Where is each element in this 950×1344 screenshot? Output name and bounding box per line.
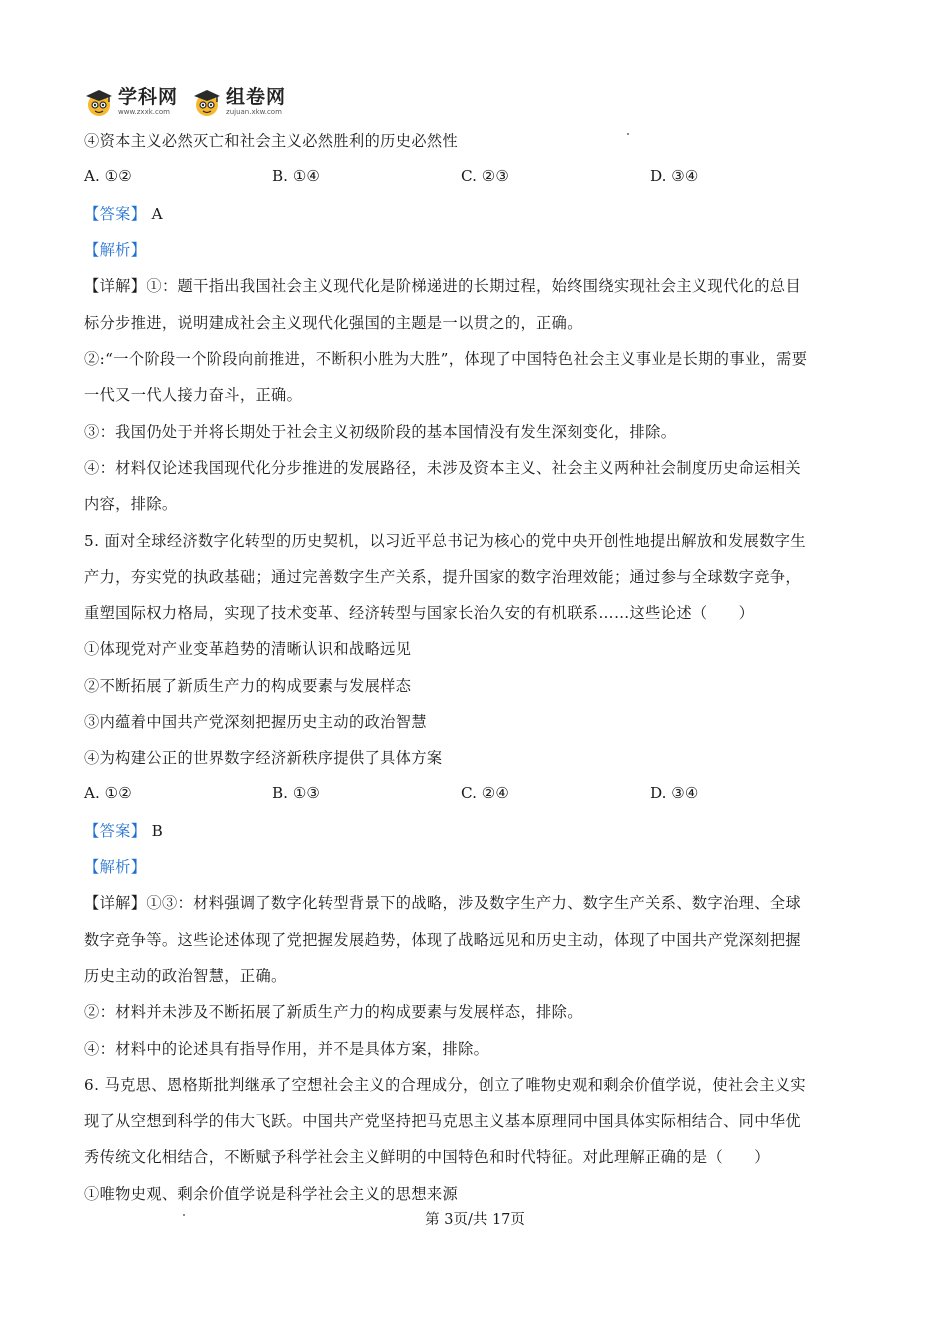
q6-stem-line-3: 秀传统文化相结合，不断赋予科学社会主义鲜明的中国特色和时代特征。对此理解正确的是（ ）: [84, 1148, 770, 1166]
q5-answer: [84, 820, 163, 841]
graduate-mascot-icon: [84, 87, 114, 117]
q4-option-a: A. ①②: [84, 167, 132, 185]
q4-detail-line-2: 标分步推进，说明建成社会主义现代化强国的主题是一以贯之的，正确。: [84, 314, 583, 332]
answer-tag: 【答案】: [84, 822, 147, 840]
graduate-mascot-icon: [192, 87, 222, 117]
q5-stem-line-1: 5. 面对全球经济数字化转型的历史契机，以习近平总书记为核心的党中央开创性地提出解放和发展数字生: [84, 532, 806, 550]
logo1-text: 学科网: [118, 86, 179, 108]
header-logos: [84, 86, 286, 118]
detail-text: ①③：材料强调了数字化转型背景下的战略，涉及数字生产力、数字生产关系、数字治理、全球: [146, 894, 802, 912]
q4-answer: [84, 203, 163, 224]
q5-stem-line-2: 产力，夯实党的执政基础；通过完善数字生产关系，提升国家的数字治理效能；通过参与全球数字竞争，: [84, 568, 802, 586]
q6-item-1: ①唯物史观、剩余价值学说是科学社会主义的思想来源: [84, 1185, 459, 1203]
zujuan-logo: [192, 87, 286, 117]
q4-detail-line-1: [84, 275, 801, 296]
q4-detail-line-3: ②:“一个阶段一个阶段向前推进，不断积小胜为大胜”，体现了中国特色社会主义事业是长期的事业，需要: [84, 350, 808, 368]
q4-option-c: C. ②③: [461, 167, 509, 185]
q5-detail-line-5: ④：材料中的论述具有指导作用，并不是具体方案，排除。: [84, 1040, 490, 1058]
q5-option-b: B. ①③: [272, 784, 321, 802]
q4-detail-line-4: 一代又一代人接力奋斗，正确。: [84, 386, 303, 404]
q4-detail-line-5: ③：我国仍处于并将长期处于社会主义初级阶段的基本国情没有发生深刻变化，排除。: [84, 423, 677, 441]
q4-detail-line-7: 内容，排除。: [84, 495, 178, 513]
q4-detail-line-6: ④：材料仅论述我国现代化分步推进的发展路径，未涉及资本主义、社会主义两种社会制度历史命运相关: [84, 459, 802, 477]
q5-option-d: D. ③④: [650, 784, 699, 802]
q5-detail-line-3: 历史主动的政治智慧，正确。: [84, 967, 287, 985]
q4-option-d: D. ③④: [650, 167, 699, 185]
q5-option-c: C. ②④: [461, 784, 509, 802]
q5-item-1: ①体现党对产业变革趋势的清晰认识和战略远见: [84, 640, 412, 658]
q4-item-4: ④资本主义必然灭亡和社会主义必然胜利的历史必然性: [84, 132, 459, 150]
logo2-sub: zujuan.xkw.com: [226, 108, 282, 116]
q6-stem-line-2: 现了从空想到科学的伟大飞跃。中国共产党坚持把马克思主义基本原理同中国具体实际相结合、同中华优: [84, 1112, 802, 1130]
answer-value: B: [151, 822, 164, 840]
q5-analysis-tag: 【解析】: [84, 858, 147, 876]
speck-mark: [627, 133, 629, 135]
q5-detail-line-1: [84, 892, 801, 913]
logo1-sub: www.zxxk.com: [118, 108, 170, 116]
detail-tag: 【详解】: [84, 277, 147, 295]
zxxk-logo: [84, 87, 178, 117]
q6-stem-line-1: 6. 马克思、恩格斯批判继承了空想社会主义的合理成分，创立了唯物史观和剩余价值学说，使社会主义实: [84, 1076, 806, 1094]
q5-item-3: ③内蕴着中国共产党深刻把握历史主动的政治智慧: [84, 713, 427, 731]
page-number: 第 3页/共 17页: [425, 1212, 525, 1228]
q5-stem-line-3: 重塑国际权力格局，实现了技术变革、经济转型与国家长治久安的有机联系……这些论述（ ）: [84, 604, 755, 622]
q5-detail-line-2: 数字竞争等。这些论述体现了党把握发展趋势，体现了战略远见和历史主动，体现了中国共产党深刻把握: [84, 931, 802, 949]
q5-item-4: ④为构建公正的世界数字经济新秩序提供了具体方案: [84, 749, 443, 767]
answer-value: A: [151, 205, 163, 223]
answer-tag: 【答案】: [84, 205, 147, 223]
q5-option-a: A. ①②: [84, 784, 132, 802]
q4-analysis-tag: 【解析】: [84, 241, 147, 259]
detail-text: ①：题干指出我国社会主义现代化是阶梯递进的长期过程，始终围绕实现社会主义现代化的总目: [146, 277, 802, 295]
logo2-text: 组卷网: [226, 86, 287, 108]
detail-tag: 【详解】: [84, 894, 147, 912]
q4-option-b: B. ①④: [272, 167, 321, 185]
q5-detail-line-4: ②：材料并未涉及不断拓展了新质生产力的构成要素与发展样态，排除。: [84, 1003, 583, 1021]
q5-item-2: ②不断拓展了新质生产力的构成要素与发展样态: [84, 677, 412, 695]
